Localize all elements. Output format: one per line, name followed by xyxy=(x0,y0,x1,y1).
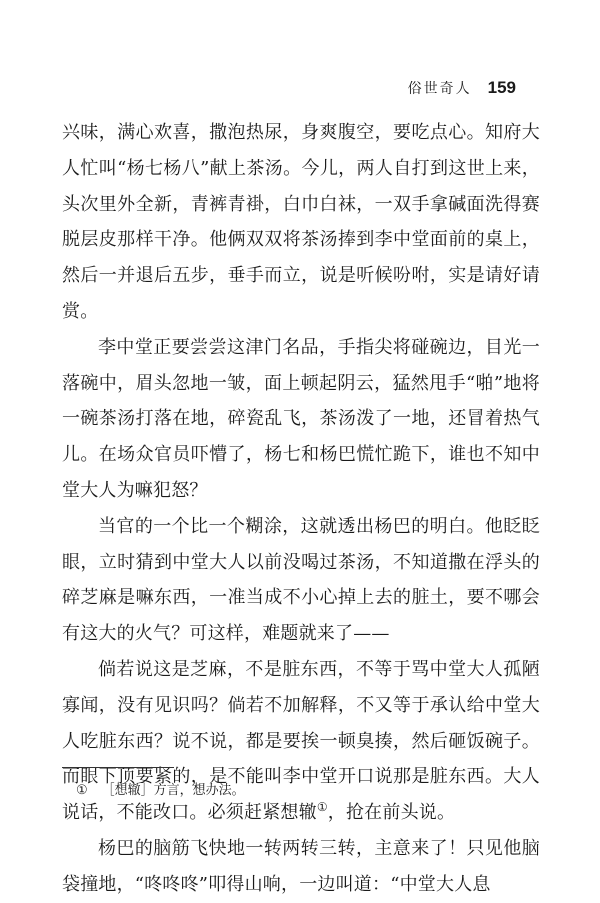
paragraph-4 xyxy=(62,652,540,831)
paragraph-text: 李中堂正要尝尝这津门名品，手指尖将碰碗边，目光一落碗中，眉头忽地一皱，面上顿起阴云，猛然甩手“啪”地将一碗茶汤打落在地，碎瓷乱飞，茶汤泼了一地，还冒着热气儿。在场众官员吓懵了，杨七和杨巴慌忙跪下，谁也不知中堂大人为嘛犯怒？ xyxy=(62,336,540,501)
paragraph-text: 兴味，满心欢喜，撒泡热尿，身爽腹空，要吃点心。知府大人忙叫“杨七杨八”献上茶汤。今儿，两人自打到这世上来，头次里外全新，青裤青褂，白巾白袜，一双手拿碱面洗得赛脱层皮那样干净。他俩双双将茶汤捧到李中堂面前的桌上，然后一并退后五步，垂手而立，说是听候吩咐，实是请好请赏。 xyxy=(62,122,540,322)
paragraph-text: 当官的一个比一个糊涂，这就透出杨巴的明白。他眨眨眼，立时猜到中堂大人以前没喝过茶汤，不知道撒在浮头的碎芝麻是嘛东西，一准当成不小心掉上去的脏土，要不哪会有这大的火气？可这样，难题就来了—— xyxy=(62,515,540,645)
paragraph-text: 杨巴的脑筋飞快地一转两转三转，主意来了！只见他脑袋撞地，“咚咚咚”叩得山响，一边叫道：“中堂大人息 xyxy=(62,837,540,895)
paragraph-5 xyxy=(62,831,540,903)
paragraph-1 xyxy=(62,115,540,330)
paragraph-text: 倘若说这是芝麻，不是脏东西，不等于骂中堂大人孤陋寡闻，没有见识吗？倘若不加解释，不又等于承认给中堂大人吃脏东西？说不说，都是要挨一顿臭揍，然后砸饭碗子。而眼下顶要紧的，是不能叫李中堂开口说那是脏东西。大人说话，不能改口。必须赶紧想辙 xyxy=(62,658,540,824)
paragraph-3 xyxy=(62,509,540,652)
footnote-reference[interactable]: ① xyxy=(316,800,328,815)
paragraph-text-after: ，抢在前头说。 xyxy=(327,802,456,824)
footnote-number: ① xyxy=(76,783,88,798)
paragraph-2 xyxy=(62,330,540,509)
footnote-divider xyxy=(62,767,174,768)
running-title: 俗世奇人 xyxy=(407,81,472,97)
page-number: 159 xyxy=(487,78,516,97)
footnote-text: ［想辙］方言，想办法。 xyxy=(101,783,245,798)
running-header xyxy=(408,78,516,98)
footnote xyxy=(76,781,245,801)
